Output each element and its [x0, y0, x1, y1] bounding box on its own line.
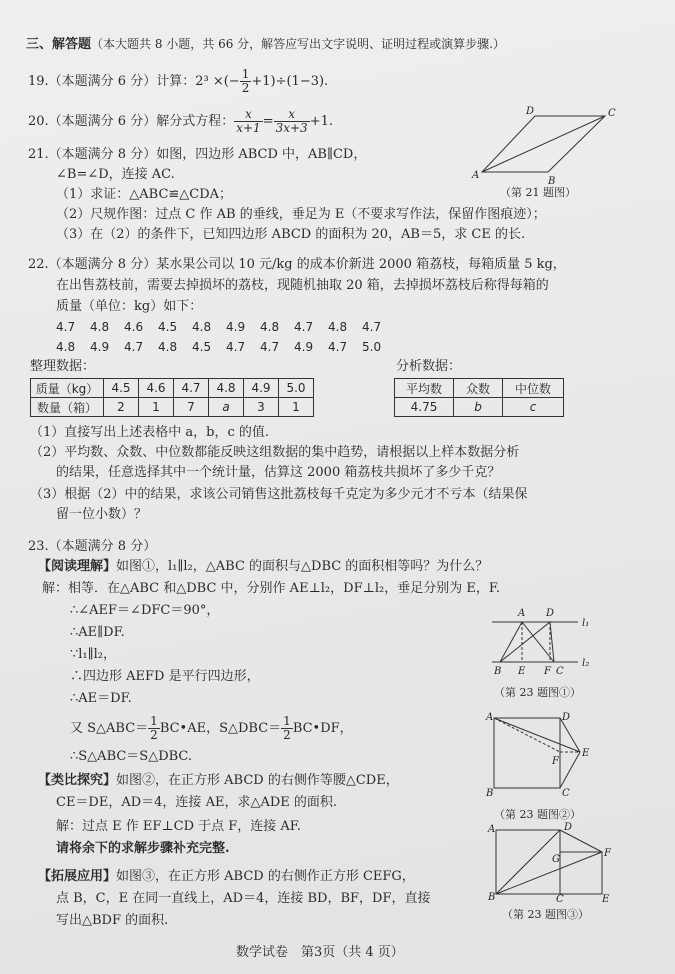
q19-frac-den: 2	[241, 81, 250, 95]
svg-text:D: D	[562, 712, 571, 723]
table-cell: a	[209, 398, 244, 417]
q23-analog-fill: 请将余下的求解步骤补充完整.	[56, 841, 230, 856]
data-cell: 4.8	[192, 320, 212, 334]
half-num: 1	[150, 714, 158, 728]
svg-text:F: F	[544, 666, 551, 676]
q22-sub2a: （2）平均数、众数、中位数都能反映这组数据的集中趋势，请根据以上样本数据分析	[30, 445, 520, 460]
q23-ext-text2: 点 B，C，E 在同一直线上，AD＝4，连接 BD，BF，DF，直接	[56, 891, 431, 906]
q19-expr-a: 2³ ×(−	[195, 74, 240, 89]
square-cefg	[560, 852, 602, 894]
q23-s3: ∴AE∥DF.	[70, 625, 125, 640]
data-cell: 4.9	[294, 340, 314, 354]
table-cell: 4.75	[395, 398, 454, 417]
q21-label-b: B	[548, 176, 556, 184]
data-cell: 4.8	[90, 320, 110, 334]
svg-text:E: E	[602, 894, 610, 902]
svg-text:B: B	[486, 788, 494, 798]
data-cell: 4.7	[260, 340, 280, 354]
data-cell: 4.8	[260, 320, 280, 334]
table-row	[31, 379, 314, 398]
q23-analog-text2: CE＝DE，AD＝4，连接 AE，求△ADE 的面积.	[56, 795, 338, 810]
table-cell: 3	[244, 398, 279, 417]
q23-s4: ∵l₁∥l₂，	[70, 647, 117, 662]
q21-line5: （3）在（2）的条件下，已知四边形 ABCD 的面积为 20，AB＝5，求 CE 的长.	[56, 227, 526, 242]
q20-tail: +1.	[309, 114, 333, 129]
q21-line4: （2）尺规作图：过点 C 作 AB 的垂线，垂足为 E（不要求写作法，保留作图痕迹）；	[56, 207, 546, 222]
svg-text:G: G	[552, 854, 560, 865]
read-tag: 【阅读理解】	[38, 559, 117, 574]
ext-text: 如图③，在正方形 ABCD 的右侧作正方形 CEFG，	[116, 869, 415, 884]
q20-f1-num: x	[234, 108, 262, 122]
q22-line2: 在出售荔枝前，需要去掉损坏的荔枝，现随机抽取 20 箱，去掉损坏荔枝后称得每箱的	[56, 278, 549, 293]
data-cell: 4.7	[294, 320, 314, 334]
q21-figure	[462, 104, 622, 184]
read-text: 如图①，l₁∥l₂，△ABC 的面积与△DBC 的面积相等吗？为什么？	[116, 559, 489, 574]
q23-reading	[38, 558, 488, 576]
q22-line1: 22.（本题满分 8 分）某水果公司以 10 元/kg 的成本价新进 2000 箱荔枝，每箱质量 5 kg，	[28, 257, 566, 272]
data-cell: 4.7	[124, 340, 144, 354]
svg-text:C: C	[556, 666, 564, 676]
svg-text:A: A	[486, 712, 494, 723]
data-cell: 4.7	[226, 340, 246, 354]
table-cell: b	[454, 398, 503, 417]
table-cell: 4.5	[104, 379, 139, 398]
data-cell: 4.8	[328, 320, 348, 334]
section-title: 三、解答题	[26, 37, 92, 52]
data-cell: 5.0	[362, 340, 382, 354]
svg-text:D: D	[546, 608, 555, 619]
table-cell: 7	[174, 398, 209, 417]
q22-sub1: （1）直接写出上述表格中 a，b，c 的值.	[30, 425, 270, 440]
segment-ae	[494, 718, 580, 752]
q20-f2-num: x	[274, 108, 310, 122]
table-cell: 4.9	[244, 379, 279, 398]
q22-sub3a: （3）根据（2）中的结果，求该公司销售这批荔枝每千克定为多少元才不亏本（结果保	[30, 487, 528, 502]
table-cell: c	[503, 398, 564, 417]
table-cell: 平均数	[395, 379, 454, 398]
q23-s5: ∴四边形 AEFD 是平行四边形，	[70, 669, 260, 684]
question-20	[28, 108, 333, 135]
table-cell: 中位数	[503, 379, 564, 398]
data-cell: 4.8	[158, 340, 178, 354]
q19-frac-num: 1	[241, 67, 250, 81]
q21-label-d: D	[526, 106, 535, 117]
data-cell: 4.7	[328, 340, 348, 354]
segment-bd	[496, 830, 560, 894]
question-19	[28, 68, 328, 95]
data-cell: 4.6	[124, 320, 144, 334]
table-cell: 1	[279, 398, 314, 417]
segment-bf	[496, 852, 602, 894]
q21-line1: 21.（本题满分 8 分）如图，四边形 ABCD 中，AB∥CD，	[28, 147, 367, 162]
data-cell: 4.9	[90, 340, 110, 354]
q23-figure-2	[484, 708, 594, 798]
half-fraction-2	[281, 715, 293, 742]
q21-fig-caption: （第 21 题图）	[500, 186, 576, 199]
q23-analog	[38, 772, 399, 790]
q23-s6: ∴AE＝DF.	[70, 691, 132, 706]
q23-ext	[38, 868, 415, 886]
half-den: 2	[150, 728, 158, 742]
half-fraction-1	[148, 715, 160, 742]
q23-s7	[70, 714, 353, 744]
svg-text:l₂: l₂	[582, 658, 590, 669]
svg-text:E: E	[582, 748, 590, 759]
s7-b: BC•AE，S△DBC＝	[159, 721, 282, 736]
q22-line3: 质量（单位：kg）如下：	[56, 299, 203, 314]
q20-fraction-2	[274, 108, 310, 135]
q23-fig1-caption: （第 23 题图①）	[494, 686, 581, 699]
data-cell: 4.9	[226, 320, 246, 334]
table-cell: 4.6	[139, 379, 174, 398]
table-row	[31, 398, 314, 417]
q22-data-row-2	[56, 340, 396, 354]
ext-tag: 【拓展应用】	[38, 869, 117, 884]
triangle-cde	[560, 718, 580, 788]
q20-f2-den: 3x+3	[275, 121, 308, 135]
table-cell: 4.8	[209, 379, 244, 398]
q22-analyze-table	[394, 378, 564, 417]
q20-eq: =	[262, 114, 274, 129]
q22-analyze-label: 分析数据：	[396, 359, 462, 374]
q22-organize-table	[30, 378, 314, 417]
section-note: （本大题共 8 小题，共 66 分，解答应写出文字说明、证明过程或演算步骤.）	[91, 37, 505, 51]
svg-text:E: E	[518, 666, 526, 676]
svg-text:F: F	[552, 756, 559, 767]
data-cell: 4.5	[158, 320, 178, 334]
svg-text:A: A	[488, 824, 496, 835]
segment-df	[560, 830, 602, 852]
table-row	[395, 379, 564, 398]
q20-f1-den: x+1	[236, 121, 261, 135]
q23-s8: ∴S△ABC＝S△DBC.	[70, 749, 193, 764]
square-abcd	[494, 718, 560, 788]
q23-analog-sol: 解：过点 E 作 EF⊥CD 于点 F，连接 AF.	[56, 819, 301, 834]
q23-ext-text3: 写出△BDF 的面积.	[56, 913, 169, 928]
analog-text: 如图②，在正方形 ABCD 的右侧作等腰△CDE，	[116, 773, 399, 788]
q19-prefix: 19.（本题满分 6 分）计算：	[28, 74, 196, 89]
svg-text:C: C	[556, 894, 564, 902]
q19-expr-b: +1)÷(1−3).	[251, 74, 329, 89]
table-cell: 2	[104, 398, 139, 417]
diagonal-ac	[482, 116, 605, 172]
q23-s2: ∴∠AEF＝∠DFC＝90°，	[70, 603, 220, 618]
analog-tag: 【类比探究】	[38, 773, 117, 788]
s7-c: BC•DF，	[292, 721, 353, 736]
table-cell: 众数	[454, 379, 503, 398]
q21-label-a: A	[472, 170, 480, 181]
q23-figure-1	[486, 604, 596, 676]
q21-label-c: C	[608, 108, 616, 119]
table-cell: 1	[139, 398, 174, 417]
half-den: 2	[283, 728, 291, 742]
table-cell: 4.7	[174, 379, 209, 398]
q23-figure-3	[484, 822, 612, 902]
s7-a: 又 S△ABC＝	[70, 721, 149, 736]
q23-fig3-caption: （第 23 题图③）	[502, 908, 589, 921]
q21-line3: （1）求证：△ABC≌△CDA；	[56, 187, 233, 202]
q23-title: 23.（本题满分 8 分）	[28, 539, 157, 554]
section-header	[26, 35, 505, 54]
q23-fig2-caption: （第 23 题图②）	[494, 808, 581, 821]
table-cell: 数量（箱）	[31, 398, 104, 417]
svg-text:B: B	[488, 892, 496, 902]
svg-text:C: C	[562, 788, 570, 798]
q22-data-row-1	[56, 320, 396, 334]
table-cell: 5.0	[279, 379, 314, 398]
q20-prefix: 20.（本题满分 6 分）解分式方程：	[28, 114, 235, 129]
q20-fraction-1	[234, 108, 262, 135]
q22-sub2b: 的结果，任意选择其中一个统计量，估算这 2000 箱荔枝共损坏了多少千克？	[56, 465, 501, 480]
q21-line2: ∠B=∠D，连接 AC.	[56, 167, 175, 182]
q22-organize-label: 整理数据：	[30, 359, 96, 374]
data-cell: 4.8	[56, 340, 76, 354]
q23-sol1: 解：相等．在△ABC 和△DBC 中，分别作 AE⊥l₂，DF⊥l₂，垂足分别为 E，F.	[42, 581, 500, 596]
table-row	[395, 398, 564, 417]
data-cell: 4.7	[362, 320, 382, 334]
segment-af	[494, 718, 560, 752]
svg-text:l₁: l₁	[582, 618, 590, 629]
table-cell: 质量（kg）	[31, 379, 104, 398]
half-num: 1	[283, 714, 291, 728]
svg-text:A: A	[518, 608, 526, 619]
q22-sub3b: 留一位小数）？	[56, 507, 148, 522]
svg-text:B: B	[494, 666, 502, 676]
svg-text:F: F	[604, 848, 611, 859]
data-cell: 4.5	[192, 340, 212, 354]
data-cell: 4.7	[56, 320, 76, 334]
svg-text:D: D	[564, 822, 573, 833]
q19-fraction	[240, 68, 252, 95]
page-footer: 数学试卷 第3页（共 4 页）	[236, 945, 404, 960]
